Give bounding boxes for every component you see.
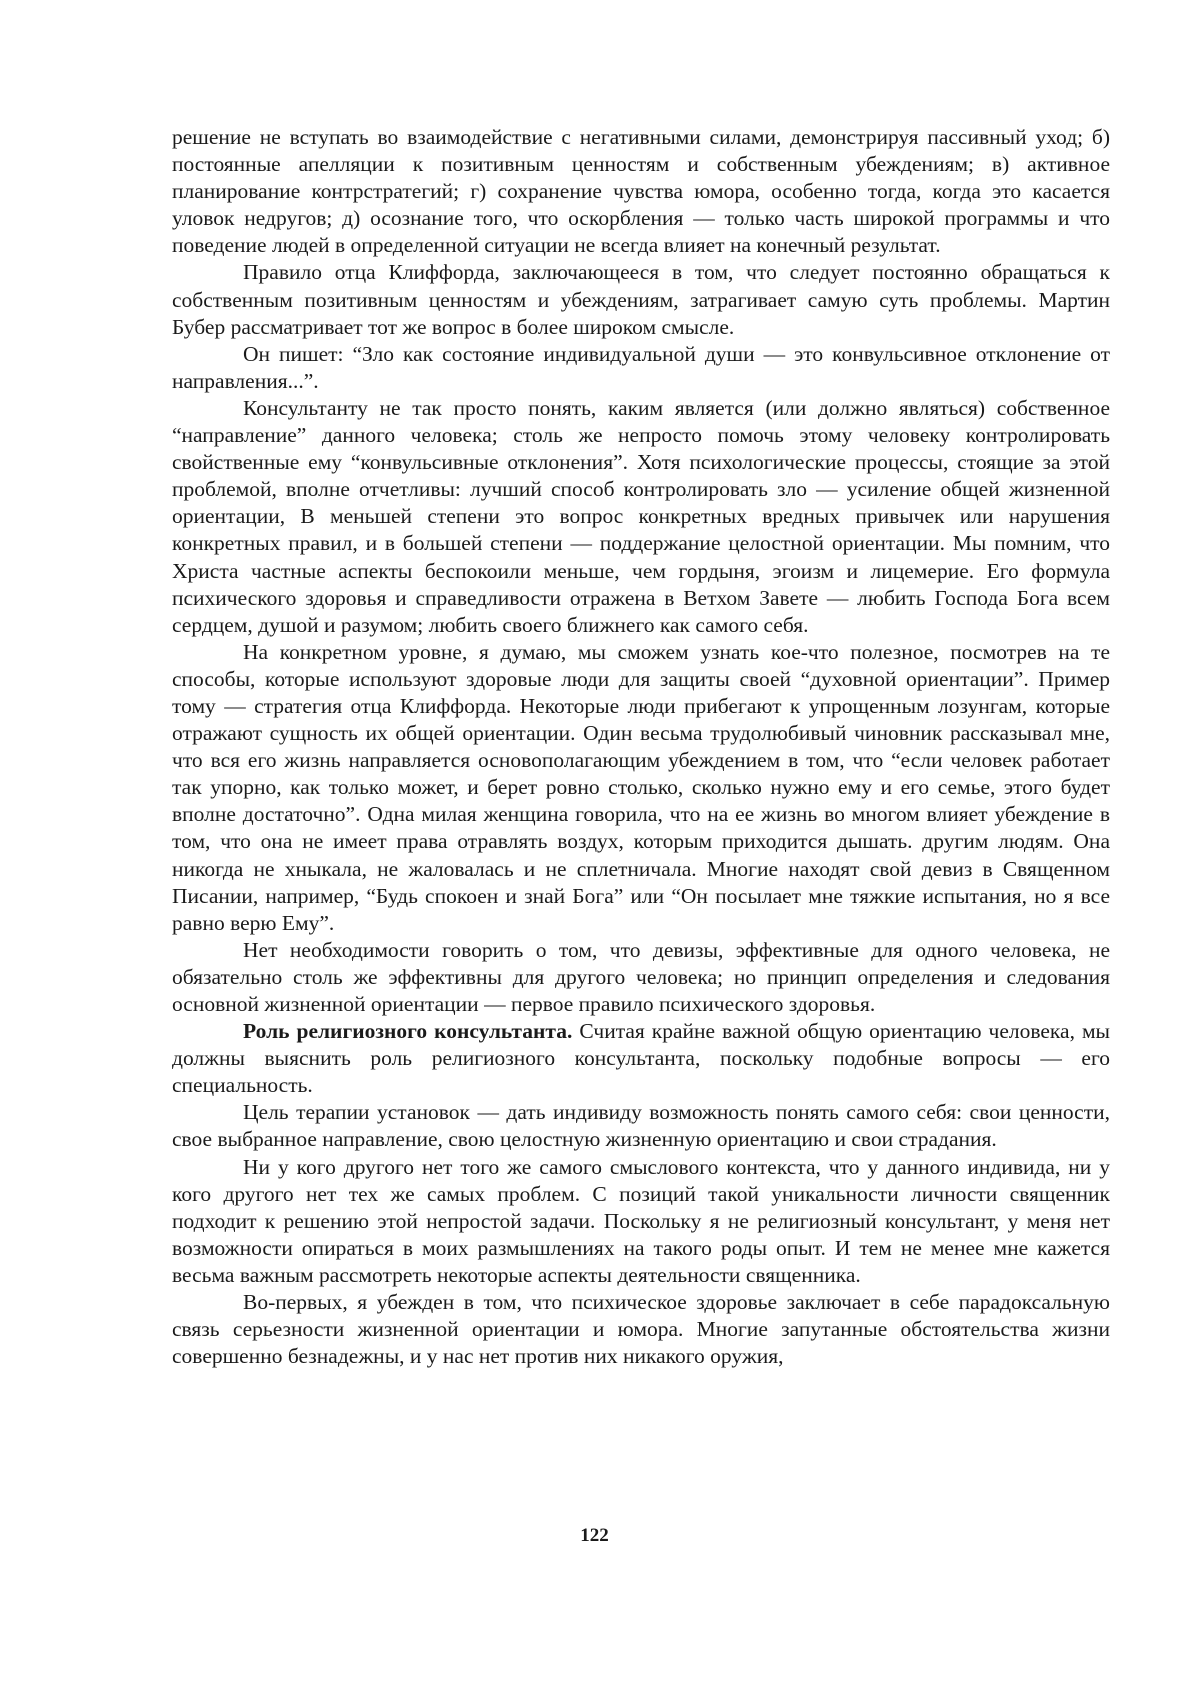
body-text	[172, 124, 1110, 1370]
paragraph-9: Ни у кого другого нет того же самого смыслового контекста, что у данного индивида, ни у кого другого нет тех же самых проблем. С позиций такой уникальности личности священник подходит к решению этой непростой задачи. Поскольку я не религиозный консультант, у меня нет возможности опираться в моих размышлениях на такого роды опыт. И тем не менее мне кажется весьма важным рассмотреть некоторые аспекты деятельности священника.	[172, 1154, 1110, 1287]
paragraph-5: На конкретном уровне, я думаю, мы сможем узнать кое-что полезное, посмотрев на те способы, которые используют здоровые люди для защиты своей “духовной ориентации”. Пример тому — стратегия отца Клиффорда. Некоторые люди прибегают к упрощенным лозунгам, которые отражают сущность их общей ориентации. Один весьма трудолюбивый чиновник рассказывал мне, что вся его жизнь направляется основополагающим убеждением в том, что “если человек работает так упорно, как только может, и берет ровно столько, сколько нужно ему и его семье, этого будет вполне достаточно”. Одна милая женщина говорила, что на ее жизнь во многом влияет убеждение в том, что она не имеет права отравлять воздух, которым приходится дышать. другим людям. Она никогда не хныкала, не жаловалась и не сплетничала. Многие находят свой девиз в Священном Писании, например, “Будь спокоен и знай Бога” или “Он посылает мне тяжкие испытания, но я все равно верю Ему”.	[172, 639, 1110, 935]
paragraph-2: Правило отца Клиффорда, заключающееся в том, что следует постоянно обращаться к собственным позитивным ценностям и убеждениям, затрагивает самую суть проблемы. Мартин Бубер рассматривает тот же вопрос в более широком смысле.	[172, 260, 1110, 339]
section-heading-run: Роль религиозного консультанта.	[243, 1019, 573, 1044]
page-number: 122	[580, 1525, 609, 1546]
paragraph-7	[172, 1018, 1110, 1099]
paragraph-8: Цель терапии установок — дать индивиду возможность понять самого себя: свои ценности, свое выбранное направление, свою целостную жизненную ориентацию и свои страдания.	[172, 1100, 1110, 1152]
paragraph-3: Он пишет: “Зло как состояние индивидуальной души — это конвульсивное отклонение от направления...”.	[172, 341, 1110, 393]
paragraph-10: Во-первых, я убежден в том, что психическое здоровье заключает в себе парадоксальную связь серьезности жизненной ориентации и юмора. Многие запутанные обстоятельства жизни совершенно безнадежны, и у нас нет против них никакого оружия,	[172, 1290, 1110, 1369]
paragraph-1: решение не вступать во взаимодействие с негативными силами, демонстрируя пассивный уход; б) постоянные апелляции к позитивным ценностям и собственным убеждениям; в) активное планирование контрстратегий; г) сохранение чувства юмора, особенно тогда, когда это касается уловок недругов; д) осознание того, что оскорбления — только часть широкой программы и что поведение людей в определенной ситуации не всегда влияет на конечный результат.	[172, 125, 1110, 258]
paragraph-7-text: Считая крайне важной общую ориентацию человека, мы должны выяснить роль религиозного консультанта, поскольку подобные вопросы — его специальность.	[172, 1019, 1110, 1098]
paragraph-6: Нет необходимости говорить о том, что девизы, эффективные для одного человека, не обязательно столь же эффективны для другого человека; но принцип определения и следования основной жизненной ориентации — первое правило психического здоровья.	[172, 937, 1110, 1016]
paragraph-4: Консультанту не так просто понять, каким является (или должно являться) собственное “направление” данного человека; столь же непросто помочь этому человеку контролировать свойственные ему “конвульсивные отклонения”. Хотя психологические процессы, стоящие за этой проблемой, вполне отчетливы: лучший способ контролировать зло — усиление общей жизненной ориентации, В меньшей степени это вопрос конкретных вредных привычек или нарушения конкретных правил, и в большей степени — поддержание целостной ориентации. Мы помним, что Христа частные аспекты беспокоили меньше, чем гордыня, эгоизм и лицемерие. Его формула психического здоровья и справедливости отражена в Ветхом Завете — любить Господа Бога всем сердцем, душой и разумом; любить своего ближнего как самого себя.	[172, 395, 1110, 637]
